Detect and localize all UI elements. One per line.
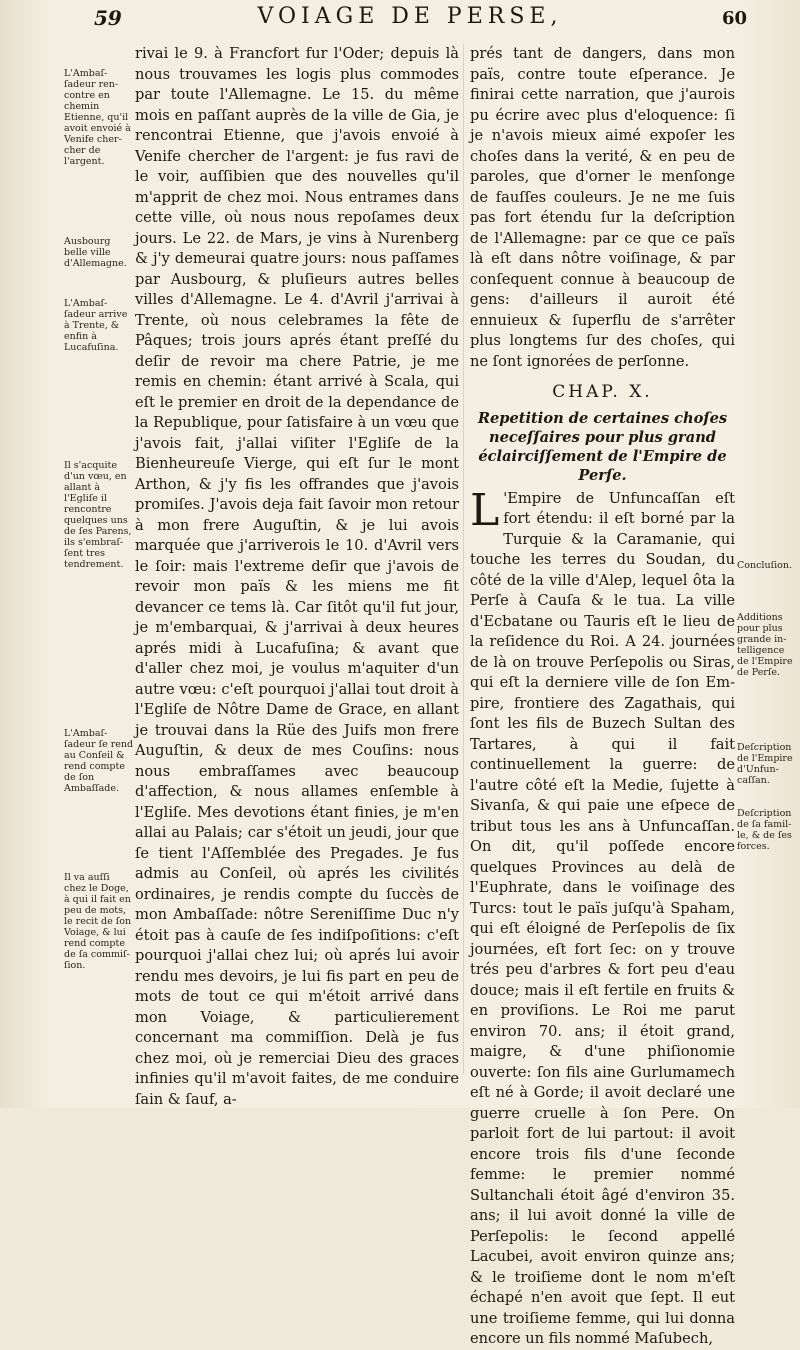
margin-note-text: Il va auſſi chez le Doge, à qui il fait en peu de mots, le recit de ſon Voiage, & lui rend compte de ſa commiſſion. [64, 872, 132, 971]
margin-note-text: Concluſion. [737, 560, 792, 571]
margin-note-4 [64, 460, 134, 570]
drop-cap: L [470, 484, 500, 536]
margin-note-5 [64, 728, 134, 794]
folio-right: 60 [722, 8, 748, 29]
left-column-text: rivai le 9. à Francfort fur l'Oder; depuis là nous trouvames les logis plus commodes par toute l'Allemagne. Le 15. du même mois en paſſant auprès de la ville de Gia, je rencontrai Etienne, que j'avois envoié à Venife chercher de l'argent: je fus ravi de le voir, auſſibien que des nouvelles qu'il m'apprit de chez moi. Nous entrames dans cette ville, où nous nous repoſames deux jours. Le 22. de Mars, je vins à Nurenberg & j'y demeurai quatre jours: nous paſſames par Ausbourg, & pluſieurs autres belles villes d'Allemagne. Le 4. d'Avril j'arrivai à Trente, où nous celebrames la fête de Pâques; trois jours aprés étant preſſé du deſir de revoir ma chere Patrie, je me remis en chemin: étant arrivé à Scala, qui eſt le premier en droit de la dependance de la Republique, pour ſatisfaire à un vœu que j'avois fait, j'allai viſiter l'Egliſe de la Bienheureuſe Vierge, qui eſt ſur le mont Arthon, & j'y fis les offrandes que j'avois promiſes. J'avois deja fait ſavoir mon retour à mon frere Auguſtin, & je lui avois marquée que j'arriverois le 10. d'Avril vers le ſoir: mais l'extreme deſir que j'avois de revoir mon païs & les miens me fit devancer ce tems là. Car ſitôt qu'il fut jour, je m'embarquai, & j'arrivai à deux heures aprés midi à Lucafuſina; & avant que d'aller chez moi, je voulus m'aquiter d'un autre vœu: c'eſt pourquoi j'allai tout droit à l'Egliſe de Nôtre Dame de Grace, en allant je trouvai dans la Rüe des Juifs mon frere Auguſtin, & deux de mes Couſins: nous nous embraſſames avec beaucoup d'affection, & nous allames enſemble à l'Egliſe. Mes devotions étant finies, je m'en allai au Palais; car s'étoit un jeudi, jour que ſe tient l'Aſſemblée des Pregades. Je fus admis au Conſeil, où aprés les civilités ordinaires, je rendis compte du ſuccès de mon Ambaſſade: nôtre Sereniſſime Duc n'y étoit pas à cauſe de ſes indiſpoſitions: c'eſt pourquoi j'allai chez lui; où aprés lui avoir rendu mes devoirs, je lui fis part en peu de mots de tout ce qui m'étoit arrivé dans mon Voiage, & particulierement concernant ma commiſſion. Delà je fus chez moi, où je remerciai Dieu des graces infinies qu'il m'avoit faites, de me conduire ſain & ſauf, a- [135, 45, 459, 1108]
margin-note-2 [64, 236, 134, 269]
chapter-title: CHAP. X. [552, 382, 653, 402]
margin-note-text: L'Ambaſſadeur ſe rend au Conſeil & rend compte de ſon Ambaſſade. [64, 728, 134, 794]
margin-note-6 [64, 872, 134, 971]
chapter-body [470, 484, 735, 1350]
margin-note-3 [64, 298, 134, 353]
margin-note-text: Deſcription de ſa famille, & de ſes forces. [737, 808, 792, 852]
right-column-intro: prés tant de dangers, dans mon païs, contre toute eſperance. Je finirai cette narration, que j'aurois pu écrire avec plus d'eloquence: ſi je n'avois mieux aimé expoſer les choſes dans la verité, & en peu de paroles, que d'orner le menſonge de fauſſes couleurs. Je ne me ſuis pas fort étendu ſur la deſcription de l'Allemagne: par ce que ce païs là eſt dans nôtre voiſinage, & par conſequent connue à beaucoup de gens: d'ailleurs il auroit été ennuieux & ſuperflu de s'arrêter plus longtems ſur des choſes, qui ne ſont ignorées de perſonne. [470, 45, 735, 370]
margin-note-text: Deſcription de l'Empire d'Unfuncaſſan. [737, 742, 793, 786]
margin-note-text: Il s'acquite d'un vœu, en allant à l'Egliſe il rencontre quelques uns de ſes Parens, ils s'embraſſent tres tendrement. [64, 460, 132, 570]
margin-note-1 [64, 68, 134, 167]
right-column [470, 44, 735, 1350]
margin-note-r1 [737, 560, 799, 571]
margin-note-text: Ausbourg belle ville d'Allemagne. [64, 236, 127, 269]
margin-note-r4 [737, 808, 799, 852]
chapter-subtitle: Repetition de certaines choſes neceſſaires pour plus grand éclairciſſement de l'Empire de Perſe. [477, 409, 728, 484]
left-column [135, 44, 459, 1110]
margin-note-r3 [737, 742, 799, 786]
column-gutter [463, 44, 464, 1074]
margin-note-text: L'Ambaſſadeur rencontre en chemin Etienne, qu'il avoit envoié à Venife chercher de l'argent. [64, 68, 131, 167]
margin-note-r2 [737, 612, 799, 678]
margin-note-text: Additions pour plus grande intelligence de l'Empire de Perſe. [737, 612, 793, 678]
chapter-body-text: 'Empire de Unfuncaſſan eſt fort étendu: il eſt borné par la Turquie & la Caramanie, qui touche les terres du Soudan, du côté de la ville d'Alep, lequel ôta la Perſe à Cauſa & le tua. La ville d'Ecbatane ou Tauris eſt le lieu de la reſidence du Roi. A 24. journées de là on trouve Perſepolis ou Siras, qui eſt la derniere ville de ſon Empire, frontiere des Zagathais, qui ſont les fils de Buzech Sultan des Tartares, à qui il fait continuellement la guerre: de l'autre côté eſt la Medie, ſujette à Sivanſa, & qui paie une eſpece de tribut tous les ans à Unfuncaſſan. On dit, qu'il poſſede encore quelques Provinces au delà de l'Euphrate, dans le voiſinage des Turcs: tout le païs juſqu'à Spaham, qui eſt éloigné de Perſepolis de ſix journées, eſt fort ſec: on y trouve trés peu d'arbres & fort peu d'eau douce; mais il eſt fertile en fruits & en proviſions. Le Roi me parut environ 70. ans; il étoit grand, maigre, & d'une phiſionomie ouverte: ſon fils aine Gurlumamech eſt né à Gorde; il avoit declaré une guerre cruelle à ſon Pere. On parloit fort de lui partout: il avoit encore trois fils d'une ſeconde femme: le premier nommé Sultanchali étoit âgé d'environ 35. ans; il lui avoit donné la ville de Perſepolis: le ſecond appellé Lacubei, avoit environ quinze ans; & le troiſieme dont le nom m'eſt échapé n'en avoit que ſept. Il eut une troiſieme femme, qui lui donna encore un fils nommé Maſubech, [470, 489, 735, 1347]
folio-left: 59 [94, 6, 122, 30]
page-header [0, 4, 800, 44]
running-title: VOIAGE DE PERSE, [257, 4, 563, 29]
margin-note-text: L'Ambaſſadeur arrive à Trente, & enfin à Lucafuſina. [64, 298, 128, 353]
